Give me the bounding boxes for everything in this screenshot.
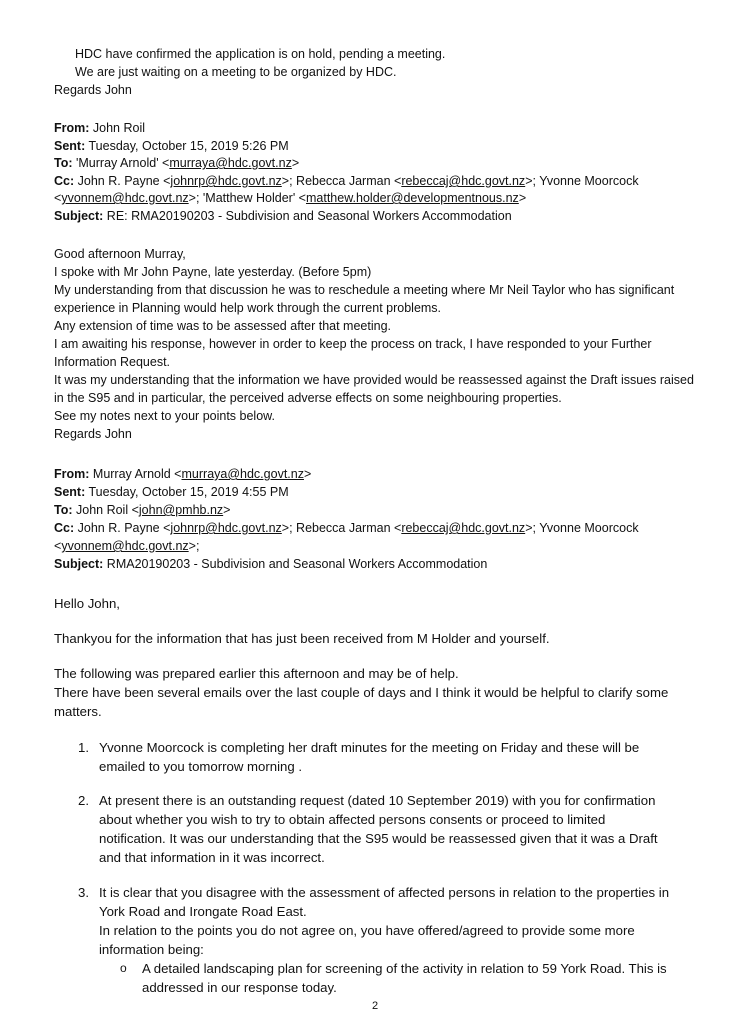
email1-to (54, 155, 299, 172)
list-item-line: information being: (99, 942, 204, 957)
cc3-name: >; Yvonne Moorcock (525, 521, 639, 535)
from-value: John Roil (92, 121, 146, 135)
from-name: Murray Arnold < (92, 467, 182, 481)
sent-value: Tuesday, October 15, 2019 4:55 PM (88, 485, 289, 499)
email2-sent (54, 484, 289, 501)
cc2-name: >; Rebecca Jarman < (281, 521, 402, 535)
subject-value: RE: RMA20190203 - Subdivision and Seasonal Workers Accommodation (106, 209, 512, 223)
letter-thanks: Thankyou for the information that has just been received from M Holder and yourself. (54, 631, 550, 646)
letter-para-2b: matters. (54, 704, 102, 719)
letter-greeting: Hello John, (54, 596, 120, 611)
email1-body-4: Any extension of time was to be assessed after that meeting. (54, 319, 391, 333)
intro-line-2: We are just waiting on a meeting to be organized by HDC. (75, 65, 397, 79)
cc2-email-link[interactable]: rebeccaj@hdc.govt.nz (401, 521, 526, 535)
from-email-link[interactable]: murraya@hdc.govt.nz (181, 467, 304, 481)
cc5-name: >; 'Matthew Holder' < (188, 191, 306, 205)
email1-body-5: I am awaiting his response, however in order to keep the process on track, I have responded to your Further (54, 337, 652, 351)
cc4-end: >; (188, 539, 200, 553)
intro-line-1: HDC have confirmed the application is on hold, pending a meeting. (75, 47, 446, 61)
list-item-line: In relation to the points you do not agree on, you have offered/agreed to provide some more (99, 923, 635, 938)
email1-cc-cont (54, 190, 526, 207)
cc4-email-link[interactable]: yvonnem@hdc.govt.nz (61, 191, 189, 205)
page-number: 2 (372, 1000, 379, 1012)
cc-label: Cc: (54, 174, 75, 188)
cc1-name: John R. Payne < (77, 521, 171, 535)
email2-from (54, 466, 311, 483)
email1-body-7: It was my understanding that the information we have provided would be reassessed against the Draft issues raised (54, 373, 694, 387)
email1-body-8: in the S95 and in particular, the perceived adverse effects on some neighbouring properties. (54, 391, 562, 405)
list-item-line: At present there is an outstanding request (dated 10 September 2019) with you for confirmation (99, 793, 656, 808)
from-label: From: (54, 121, 90, 135)
email1-subject (54, 208, 512, 225)
list-item-number: 3. (78, 885, 89, 900)
to-end: > (291, 156, 300, 170)
email1-body-0: Good afternoon Murray, (54, 247, 186, 261)
cc4-start: < (54, 191, 62, 205)
to-end: > (223, 503, 231, 517)
list-item-line: and that information in it was incorrect. (99, 850, 325, 865)
cc1-email-link[interactable]: johnrp@hdc.govt.nz (170, 174, 282, 188)
email1-from (54, 120, 145, 137)
cc1-email-link[interactable]: johnrp@hdc.govt.nz (170, 521, 282, 535)
email1-body-10: Regards John (54, 427, 132, 441)
list-item-number: 2. (78, 793, 89, 808)
letter-para-1: The following was prepared earlier this afternoon and may be of help. (54, 666, 459, 681)
list-item-number: 1. (78, 740, 89, 755)
list-item-line: Yvonne Moorcock is completing her draft minutes for the meeting on Friday and these will be (99, 740, 640, 755)
email1-body-9: See my notes next to your points below. (54, 409, 275, 423)
cc1-name: John R. Payne < (77, 174, 171, 188)
list-item-line: about whether you wish to try to obtain affected persons consents or proceed to limited (99, 812, 606, 827)
to-email-link[interactable]: murraya@hdc.govt.nz (169, 156, 292, 170)
email1-cc (54, 173, 639, 190)
list-item-line: It is clear that you disagree with the assessment of affected persons in relation to the properties in (99, 885, 670, 900)
email1-body-6: Information Request. (54, 355, 171, 369)
sent-label: Sent: (54, 485, 86, 499)
from-end: > (303, 467, 312, 481)
email2-cc-cont (54, 538, 199, 555)
cc-label: Cc: (54, 521, 75, 535)
email2-to (54, 502, 230, 519)
subject-value: RMA20190203 - Subdivision and Seasonal Workers Accommodation (106, 557, 488, 571)
sub-bullet-line: A detailed landscaping plan for screening of the activity in relation to 59 York Road. This is (142, 961, 667, 976)
to-name: 'Murray Arnold' < (76, 156, 170, 170)
cc2-name: >; Rebecca Jarman < (281, 174, 402, 188)
cc4-email-link[interactable]: yvonnem@hdc.govt.nz (61, 539, 189, 553)
email1-body-2: My understanding from that discussion he was to reschedule a meeting where Mr Neil Taylor who has significant (54, 283, 675, 297)
cc4-start: < (54, 539, 62, 553)
to-label: To: (54, 503, 73, 517)
email1-sent (54, 138, 289, 155)
list-item-line: York Road and Irongate Road East. (99, 904, 307, 919)
from-label: From: (54, 467, 90, 481)
email2-cc (54, 520, 639, 537)
list-item-line: emailed to you tomorrow morning . (99, 759, 303, 774)
intro-regards: Regards John (54, 83, 132, 97)
to-email-link[interactable]: john@pmhb.nz (138, 503, 224, 517)
cc5-end: > (518, 191, 527, 205)
letter-para-2a: There have been several emails over the last couple of days and I think it would be helpful to clarify some (54, 685, 669, 700)
cc2-email-link[interactable]: rebeccaj@hdc.govt.nz (401, 174, 526, 188)
to-name: John Roil < (76, 503, 139, 517)
sent-value: Tuesday, October 15, 2019 5:26 PM (88, 139, 289, 153)
list-item-line: notification. It was our understanding that the S95 would be reassessed given that it was a Draft (99, 831, 658, 846)
sub-bullet-line: addressed in our response today. (142, 980, 337, 995)
email1-body-1: I spoke with Mr John Payne, late yesterday. (Before 5pm) (54, 265, 372, 279)
to-label: To: (54, 156, 73, 170)
cc3-name: >; Yvonne Moorcock (525, 174, 639, 188)
email2-subject (54, 556, 487, 573)
sub-bullet-icon: o (120, 961, 127, 975)
cc5-email-link[interactable]: matthew.holder@developmentnous.nz (305, 191, 519, 205)
email1-body-3: experience in Planning would help work through the current problems. (54, 301, 442, 315)
sent-label: Sent: (54, 139, 86, 153)
subject-label: Subject: (54, 209, 104, 223)
subject-label: Subject: (54, 557, 104, 571)
